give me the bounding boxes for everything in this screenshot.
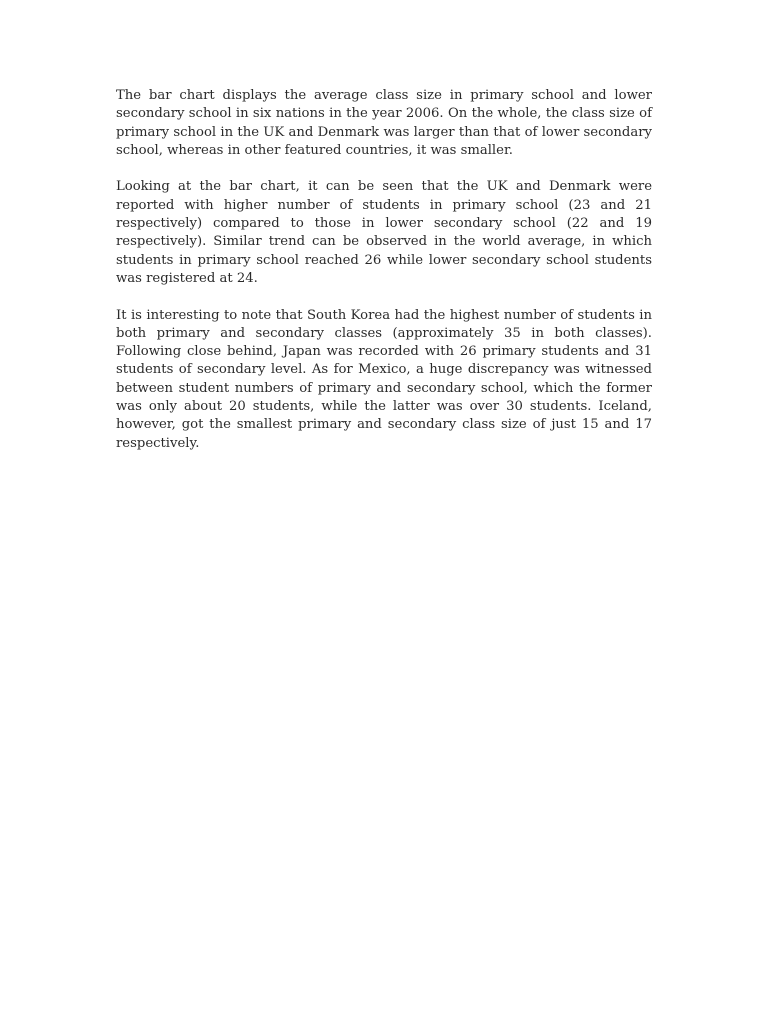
paragraph-intro: The bar chart displays the average class size in primary school and lower secondary school in six nations in the year 2006. On the whole, the class size of primary school in the UK and Denmark was larger than that of lower secondary school, whereas in other featured countries, it was smaller. <box>116 88 652 158</box>
paragraph-uk-denmark: Looking at the bar chart, it can be seen that the UK and Denmark were reported with higher number of students in primary school (23 and 21 respectively) compared to those in lower secondary school (22 and 19 respectively). Similar trend can be observed in the world average, in which students in primary school reached 26 while lower secondary school students was registered at 24. <box>116 179 652 286</box>
document-body <box>116 87 652 471</box>
paragraph-korea-japan-mexico-iceland: It is interesting to note that South Korea had the highest number of students in both primary and secondary classes (approximately 35 in both classes). Following close behind, Japan was recorded with 26 primary students and 31 students of secondary level. As for Mexico, a huge discrepancy was witnessed between student numbers of primary and secondary school, which the former was only about 20 students, while the latter was over 30 students. Iceland, however, got the smallest primary and secondary class size of just 15 and 17 respectively. <box>116 307 652 451</box>
